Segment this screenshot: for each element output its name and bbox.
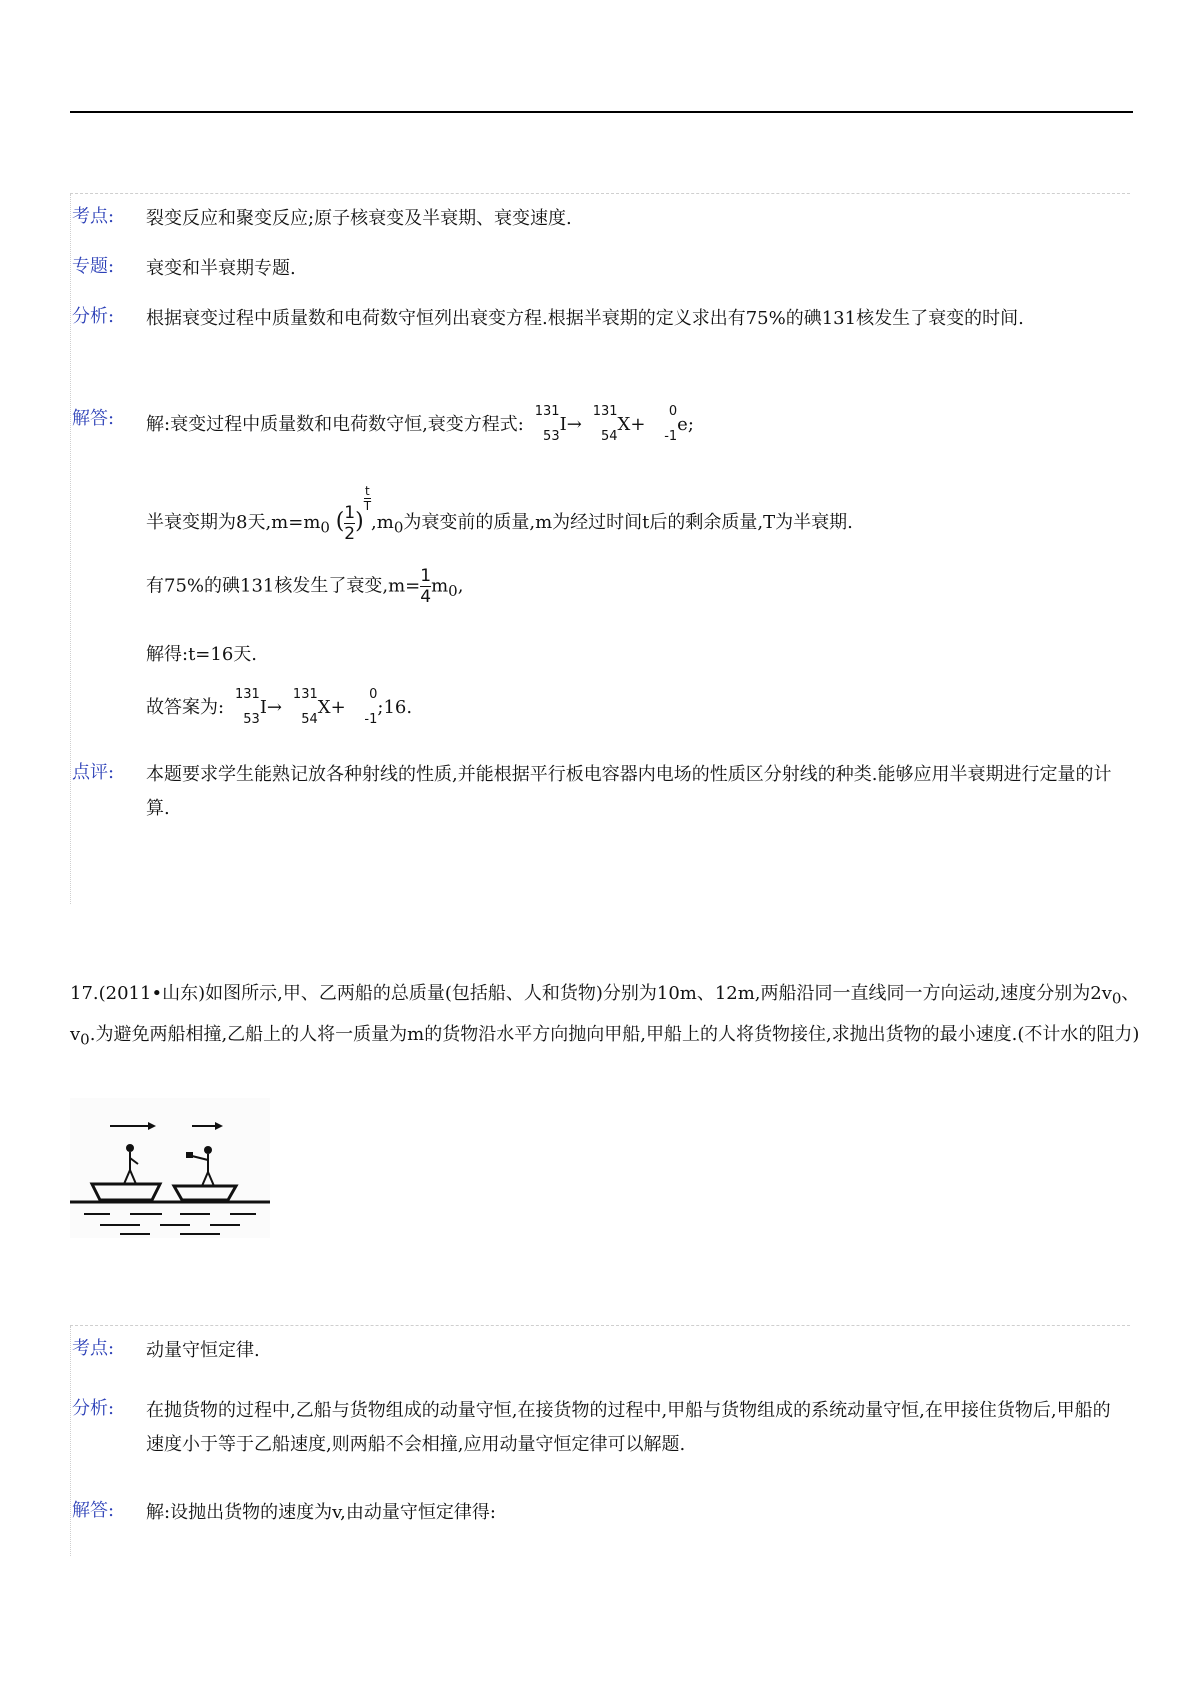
- header-rule: [70, 111, 1133, 113]
- exponent-fraction: $\frac{t}{T}$: [363, 484, 372, 513]
- x-symbol: X+: [617, 414, 646, 435]
- electron-symbol: e;: [677, 414, 694, 435]
- zhuanti-text: 衰变和半衰期专题.: [146, 258, 296, 279]
- jieda-label: 解答:: [72, 1500, 115, 1521]
- halflife-text-tail: 为衰变前的质量,m为经过时间t后的剩余质量,T为半衰期.: [403, 512, 853, 533]
- q16-solution-block: 考点: 裂变反应和聚变反应;原子核衰变及半衰期、衰变速度. 专题: 衰变和半衰期专题. 分析: 根据衰变过程中质量数和电荷数守恒列出衰变方程.根据半衰期的定义求出有75%的碘131核发生了衰变的时间. 解答: 解:衰变过程中质量数和电荷数守恒,衰变方程式: 131 53 I→ 131 54 X+ 0 -1 e; 半衰变期为8天$,m=m_0$ ( $\frac{1}{2}$ ) $\frac{t}{T}$ $,m_0$为衰变前的质量,m为经过时间t后的剩余质量,T为半衰期. 有75%的碘131核发生了衰变,m= $\frac{1}{4}$ $m_0$, 解得:t=16天. 故答案为: 131 53 I→ 131 54 X+ 0 -1 ;16. 点评: 本题要求学生能熟记放各种射线的性质,并能根据平行板电容器内电场的性质区分射线的种类.能够应用半衰期进行定量的计算.: [70, 193, 1130, 904]
- q17-solution-block: [70, 1325, 1130, 1556]
- iodine-nuclide: 131 53: [534, 404, 560, 444]
- halflife-text-pre: 半衰变期为8天,m=m: [146, 512, 321, 533]
- fenxi-label: 分析:: [72, 1398, 115, 1419]
- kaodian-label: 考点:: [72, 206, 115, 227]
- kaodian-text: 动量守恒定律.: [146, 1340, 260, 1361]
- iodine-symbol: I→: [559, 414, 582, 435]
- dianping-text: 本题要求学生能熟记放各种射线的性质,并能根据平行板电容器内电场的性质区分射线的种类.能够应用半衰期进行定量的计算.: [146, 764, 1112, 819]
- decay-equation-line: [146, 404, 694, 444]
- x-nuclide: 131 54: [592, 404, 618, 444]
- electron-nuclide: 0 -1: [664, 404, 678, 444]
- zhuanti-label: 专题:: [72, 256, 115, 277]
- jieda-line1: 解:衰变过程中质量数和电荷数守恒,衰变方程式:: [146, 414, 524, 435]
- two-boats-figure: [70, 1098, 270, 1238]
- kaodian-text: 裂变反应和聚变反应;原子核衰变及半衰期、衰变速度.: [146, 208, 572, 229]
- fenxi-text: 根据衰变过程中质量数和电荷数守恒列出衰变方程.根据半衰期的定义求出有75%的碘131核发生了衰变的时间.: [146, 308, 1024, 329]
- kaodian-label: 考点:: [72, 1338, 115, 1359]
- dianping-label: 点评:: [72, 762, 115, 783]
- half-fraction: $\frac{1}{2}$: [344, 502, 356, 544]
- jieda-text: 解:设抛出货物的速度为v,由动量守恒定律得:: [146, 1502, 496, 1523]
- fenxi-text: 在抛货物的过程中,乙船与货物组成的动量守恒,在接货物的过程中,甲船与货物组成的系统动量守恒,在甲接住货物后,甲船的速度小于等于乙船速度,则两船不会相撞,应用动量守恒定律可以解题.: [146, 1400, 1111, 1455]
- jieda-label: 解答:: [72, 408, 115, 429]
- fenxi-label: 分析:: [72, 306, 115, 327]
- quarter-fraction: $\frac{1}{4}$: [420, 566, 432, 607]
- q17-stem: 17.(2011•山东)如图所示,甲、乙两船的总质量(包括船、人和货物)分别为10m、12m,两船沿同一直线同一方向运动,速度分别为$2v_0$、$v_0$.为避免两船相撞,乙船上的人将一质量为m的货物沿水平方向抛向甲船,甲船上的人将货物接住,求抛出货物的最小速度.(不计水的阻力): [70, 983, 1140, 1049]
